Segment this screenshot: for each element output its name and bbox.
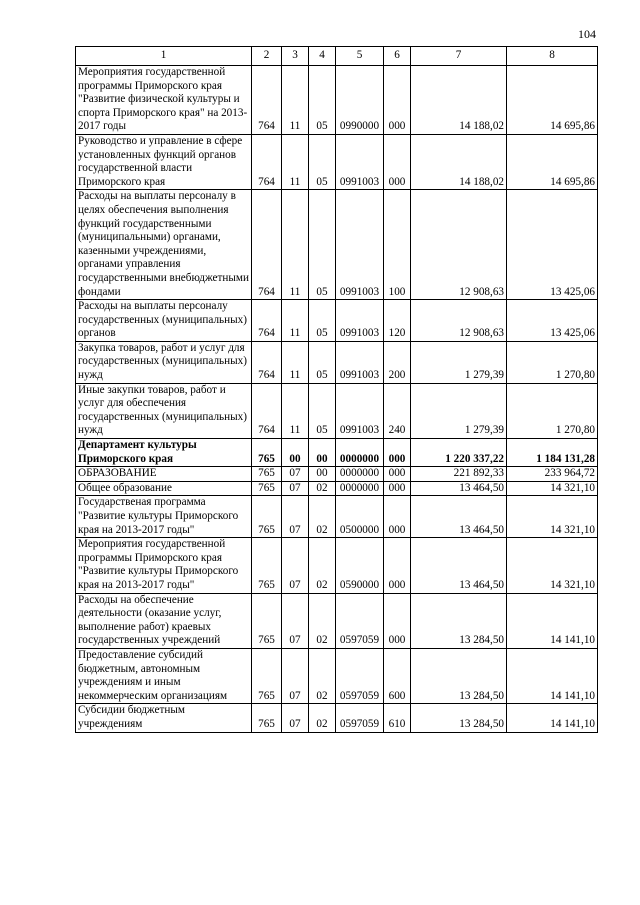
table-row [76, 496, 598, 538]
row-amount-year2-cell: 14 321,10 [507, 496, 598, 538]
row-target-code-cell: 0991003 [336, 383, 384, 438]
row-amount-year1-cell: 13 284,50 [411, 648, 507, 703]
row-name-cell: Руководство и управление в сфере установленных функций органов государственной власти Приморского края [76, 134, 252, 189]
row-expense-type-cell: 600 [384, 648, 411, 703]
row-section-code-cell: 11 [282, 300, 309, 342]
row-subsection-code-cell: 02 [309, 538, 336, 593]
row-subsection-code-cell: 05 [309, 383, 336, 438]
row-expense-type-cell: 000 [384, 496, 411, 538]
row-amount-year1-cell: 12 908,63 [411, 190, 507, 300]
row-name-cell: Мероприятия государственной программы Приморского края "Развитие культуры Приморского края на 2013-2017 годы" [76, 538, 252, 593]
row-section-code-cell: 11 [282, 383, 309, 438]
row-name-cell: ОБРАЗОВАНИЕ [76, 467, 252, 482]
row-section-code-cell: 11 [282, 341, 309, 383]
row-expense-type-cell: 000 [384, 66, 411, 135]
table-row [76, 467, 598, 482]
row-amount-year2-cell: 13 425,06 [507, 300, 598, 342]
row-expense-type-cell: 200 [384, 341, 411, 383]
row-section-code-cell: 00 [282, 439, 309, 467]
row-section-code-cell: 07 [282, 496, 309, 538]
row-section-code-cell: 07 [282, 538, 309, 593]
row-amount-year1-cell: 1 279,39 [411, 341, 507, 383]
row-subsection-code-cell: 05 [309, 190, 336, 300]
row-section-code-cell: 07 [282, 648, 309, 703]
row-name-cell: Общее образование [76, 481, 252, 496]
row-gr-code-cell: 765 [252, 481, 282, 496]
row-gr-code-cell: 765 [252, 593, 282, 648]
table-row [76, 383, 598, 438]
row-gr-code-cell: 764 [252, 383, 282, 438]
table-row [76, 300, 598, 342]
row-amount-year2-cell: 14 141,10 [507, 704, 598, 732]
row-name-cell: Субсидии бюджетным учреждениям [76, 704, 252, 732]
row-amount-year2-cell: 14 321,10 [507, 538, 598, 593]
header-cell-6: 6 [384, 47, 411, 66]
header-cell-2: 2 [252, 47, 282, 66]
row-amount-year1-cell: 13 464,50 [411, 481, 507, 496]
table-row [76, 190, 598, 300]
row-name-cell: Расходы на обеспечение деятельности (оказание услуг, выполнение работ) краевых государственных учреждений [76, 593, 252, 648]
row-expense-type-cell: 000 [384, 439, 411, 467]
row-name-cell: Расходы на выплаты персоналу государственных (муниципальных) органов [76, 300, 252, 342]
header-row [76, 47, 598, 66]
row-gr-code-cell: 765 [252, 496, 282, 538]
row-name-cell: Мероприятия государственной программы Приморского края "Развитие физической культуры и спорта Приморского края" на 2013-2017 годы [76, 66, 252, 135]
row-expense-type-cell: 000 [384, 467, 411, 482]
table-row [76, 593, 598, 648]
table-row [76, 648, 598, 703]
row-amount-year2-cell: 1 270,80 [507, 341, 598, 383]
row-target-code-cell: 0500000 [336, 496, 384, 538]
header-cell-3: 3 [282, 47, 309, 66]
header-cell-7: 7 [411, 47, 507, 66]
header-cell-8: 8 [507, 47, 598, 66]
row-name-cell: Предоставление субсидий бюджетным, автономным учреждениям и иным некоммерческим организациям [76, 648, 252, 703]
table-row [76, 341, 598, 383]
row-gr-code-cell: 764 [252, 300, 282, 342]
row-subsection-code-cell: 02 [309, 481, 336, 496]
row-name-cell: Государственая программа "Развитие культуры Приморского края на 2013-2017 годы" [76, 496, 252, 538]
row-target-code-cell: 0000000 [336, 439, 384, 467]
row-gr-code-cell: 765 [252, 467, 282, 482]
row-subsection-code-cell: 05 [309, 134, 336, 189]
row-expense-type-cell: 100 [384, 190, 411, 300]
table-row [76, 439, 598, 467]
row-gr-code-cell: 764 [252, 134, 282, 189]
row-gr-code-cell: 764 [252, 66, 282, 135]
page-number: 104 [578, 27, 596, 41]
row-subsection-code-cell: 05 [309, 66, 336, 135]
row-section-code-cell: 11 [282, 66, 309, 135]
row-target-code-cell: 0990000 [336, 66, 384, 135]
row-amount-year1-cell: 12 908,63 [411, 300, 507, 342]
row-target-code-cell: 0991003 [336, 300, 384, 342]
row-target-code-cell: 0597059 [336, 593, 384, 648]
row-subsection-code-cell: 02 [309, 704, 336, 732]
row-expense-type-cell: 610 [384, 704, 411, 732]
row-amount-year1-cell: 14 188,02 [411, 134, 507, 189]
row-amount-year2-cell: 14 321,10 [507, 481, 598, 496]
row-expense-type-cell: 000 [384, 593, 411, 648]
row-amount-year1-cell: 13 284,50 [411, 704, 507, 732]
row-name-cell: Закупка товаров, работ и услуг для государственных (муниципальных) нужд [76, 341, 252, 383]
row-amount-year1-cell: 14 188,02 [411, 66, 507, 135]
row-gr-code-cell: 765 [252, 439, 282, 467]
row-expense-type-cell: 240 [384, 383, 411, 438]
row-target-code-cell: 0590000 [336, 538, 384, 593]
row-section-code-cell: 11 [282, 134, 309, 189]
row-amount-year1-cell: 1 279,39 [411, 383, 507, 438]
row-amount-year2-cell: 13 425,06 [507, 190, 598, 300]
row-gr-code-cell: 765 [252, 704, 282, 732]
header-cell-5: 5 [336, 47, 384, 66]
row-amount-year1-cell: 13 464,50 [411, 538, 507, 593]
row-name-cell: Департамент культуры Приморского края [76, 439, 252, 467]
budget-table [75, 46, 598, 733]
row-amount-year2-cell: 1 184 131,28 [507, 439, 598, 467]
row-amount-year2-cell: 1 270,80 [507, 383, 598, 438]
row-name-cell: Расходы на выплаты персоналу в целях обеспечения выполнения функций государственными (муниципальными) органами, казенными учреждениями, органами управления государственными внебюджетными фондами [76, 190, 252, 300]
row-amount-year2-cell: 14 695,86 [507, 66, 598, 135]
row-target-code-cell: 0991003 [336, 190, 384, 300]
row-amount-year2-cell: 14 141,10 [507, 593, 598, 648]
row-subsection-code-cell: 02 [309, 593, 336, 648]
row-amount-year1-cell: 1 220 337,22 [411, 439, 507, 467]
row-expense-type-cell: 000 [384, 134, 411, 189]
table-row [76, 704, 598, 732]
row-amount-year1-cell: 13 284,50 [411, 593, 507, 648]
row-amount-year1-cell: 13 464,50 [411, 496, 507, 538]
header-cell-1: 1 [76, 47, 252, 66]
row-subsection-code-cell: 00 [309, 439, 336, 467]
row-amount-year2-cell: 14 695,86 [507, 134, 598, 189]
row-expense-type-cell: 000 [384, 481, 411, 496]
row-section-code-cell: 07 [282, 467, 309, 482]
row-amount-year2-cell: 233 964,72 [507, 467, 598, 482]
table-row [76, 538, 598, 593]
row-expense-type-cell: 120 [384, 300, 411, 342]
row-target-code-cell: 0597059 [336, 648, 384, 703]
table-row [76, 66, 598, 135]
row-target-code-cell: 0991003 [336, 134, 384, 189]
row-subsection-code-cell: 00 [309, 467, 336, 482]
row-subsection-code-cell: 05 [309, 300, 336, 342]
row-name-cell: Иные закупки товаров, работ и услуг для обеспечения государственных (муниципальных) нужд [76, 383, 252, 438]
row-gr-code-cell: 764 [252, 341, 282, 383]
row-target-code-cell: 0597059 [336, 704, 384, 732]
row-subsection-code-cell: 02 [309, 496, 336, 538]
header-cell-4: 4 [309, 47, 336, 66]
row-subsection-code-cell: 02 [309, 648, 336, 703]
row-section-code-cell: 07 [282, 704, 309, 732]
row-gr-code-cell: 765 [252, 648, 282, 703]
row-expense-type-cell: 000 [384, 538, 411, 593]
row-section-code-cell: 11 [282, 190, 309, 300]
row-section-code-cell: 07 [282, 481, 309, 496]
row-gr-code-cell: 764 [252, 190, 282, 300]
row-target-code-cell: 0000000 [336, 481, 384, 496]
row-target-code-cell: 0991003 [336, 341, 384, 383]
row-amount-year1-cell: 221 892,33 [411, 467, 507, 482]
row-gr-code-cell: 765 [252, 538, 282, 593]
row-section-code-cell: 07 [282, 593, 309, 648]
row-target-code-cell: 0000000 [336, 467, 384, 482]
table-row [76, 481, 598, 496]
row-subsection-code-cell: 05 [309, 341, 336, 383]
table-row [76, 134, 598, 189]
row-amount-year2-cell: 14 141,10 [507, 648, 598, 703]
